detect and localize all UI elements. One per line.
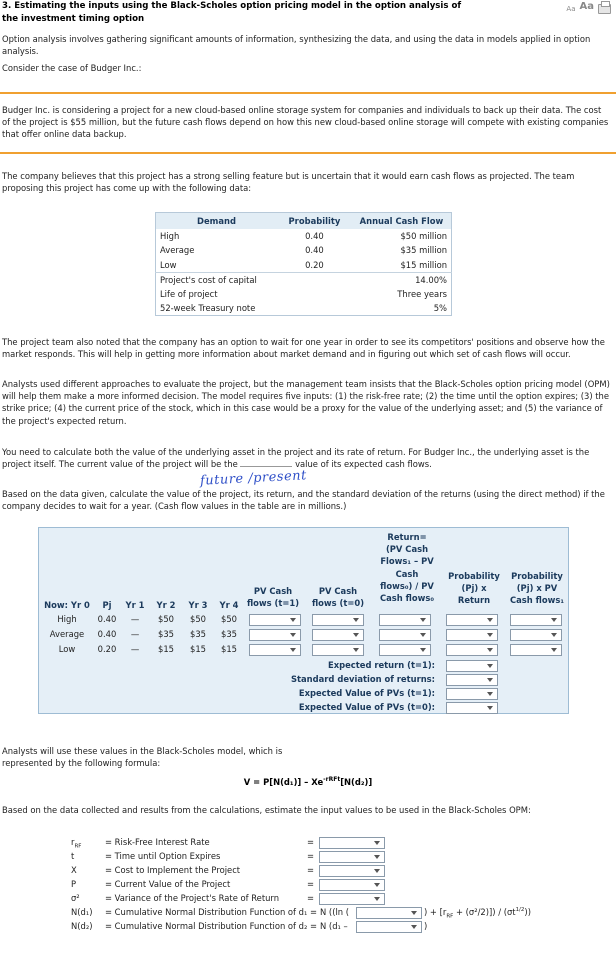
table-row [156, 243, 452, 257]
yr3-value: $50 [190, 614, 206, 624]
intro-paragraph: Option analysis involves gathering significant amounts of information, synthesizing the data, and using the data in models applied in option analysis. [2, 34, 591, 57]
yr2-value: $50 [158, 614, 174, 624]
header-line: (Pj) x PV [516, 583, 558, 594]
var-description: = Risk-Free Interest Rate [105, 837, 210, 847]
equals-sign: = [307, 851, 315, 861]
equals-sign: = [307, 837, 315, 847]
suffix-sub: RF [446, 913, 454, 920]
yr2-header: Yr 2 [156, 600, 176, 610]
x-dropdown[interactable] [319, 865, 385, 877]
estimate-paragraph: Based on the data collected and results from the calculations, estimate the input values to be used in the Black-Scholes OPM: [2, 805, 531, 815]
suffix-part: )) [524, 907, 531, 917]
suffix-sup: 1/2 [515, 907, 525, 914]
header-line: Probability [448, 571, 500, 581]
var-symbol: N(d₂) [71, 921, 93, 931]
col-probability: Probability [277, 213, 352, 230]
var-description: = Cumulative Normal Distribution Function of d₁ = [105, 907, 317, 917]
std-dev-label: Standard deviation of returns: [290, 674, 435, 684]
var-description: = Cumulative Normal Distribution Function of d₂ = [105, 921, 317, 931]
header-line: Cash flows₁ [509, 595, 564, 606]
equals-sign: = [307, 879, 315, 889]
yr3-value: $15 [190, 644, 206, 654]
yr1-value: — [130, 614, 140, 624]
symbol: r [71, 837, 75, 847]
ev-pv0-label: Expected Value of PVs (t=0): [298, 702, 435, 712]
prob-return-dropdown[interactable] [446, 644, 498, 656]
handwritten-note: future /present [199, 468, 308, 489]
case-intro: Consider the case of Budger Inc.: [2, 63, 142, 73]
bs-inputs [0, 836, 616, 936]
input-row-variance [0, 892, 616, 906]
symbol-sub: RF [74, 843, 82, 850]
pvcf0-header: PV Cash flows (t=0) [311, 586, 365, 609]
prob-pv-dropdown[interactable] [510, 629, 562, 641]
font-small-button[interactable]: Aa [566, 5, 576, 14]
pvcf0-dropdown[interactable] [312, 644, 364, 656]
pvcf1-header: PV Cash flows (t=1) [246, 586, 300, 609]
var-symbol: N(d₁) [71, 907, 93, 917]
life-of-project-value: Three years [397, 288, 447, 299]
value-type-blank[interactable] [240, 458, 292, 467]
data-paragraph: Based on the data given, calculate the value of the project, its return, and the standard deviation of the returns (using the direct method) if the company decides to wait for a year. (Cash flow values in the table are in millions.) [2, 489, 605, 512]
var-description: = Cost to Implement the Project [105, 865, 241, 875]
calculation-panel [38, 527, 569, 714]
pvcf0-dropdown[interactable] [312, 614, 364, 626]
cost-of-capital-label: Project's cost of capital [156, 272, 352, 287]
font-large-button[interactable]: Aa [579, 1, 594, 12]
nd2-prefix: N (d₁ – [320, 921, 348, 931]
print-icon[interactable] [598, 4, 611, 14]
return-dropdown[interactable] [379, 629, 431, 641]
treasury-note-label: 52-week Treasury note [160, 303, 256, 314]
cash-flow-value: $15 million [400, 259, 447, 270]
black-scholes-formula [0, 776, 616, 788]
yr4-value: $35 [221, 629, 237, 639]
yr4-value: $50 [221, 614, 237, 624]
belief-paragraph: The company believes that this project has a strong selling feature but is uncertain that it would earn cash flows as projected. The team proposing this project has come up with the following data: [2, 171, 575, 194]
table-row [156, 287, 452, 301]
header-line: Probability [511, 571, 563, 581]
nd1-dropdown[interactable] [356, 907, 422, 919]
prob-pv-dropdown[interactable] [510, 644, 562, 656]
demand-label: High [160, 231, 180, 242]
probability-value: 0.40 [305, 231, 324, 242]
nd1-prefix: N ((ln ( [320, 907, 350, 917]
pvcf1-dropdown[interactable] [249, 629, 301, 641]
prob-return-header [443, 570, 505, 607]
cash-flow-value: $50 million [400, 231, 447, 242]
formula-exponent: -rRFt [323, 776, 341, 784]
header-line: Return= [387, 532, 427, 542]
return-dropdown[interactable] [379, 614, 431, 626]
var-symbol: σ² [71, 893, 80, 903]
header-line: (Pj) x [461, 583, 487, 594]
header-line: Cash [395, 568, 419, 579]
yr2-value: $15 [158, 644, 174, 654]
col-demand: Demand [156, 213, 277, 230]
yr2-value: $35 [158, 629, 174, 639]
formula-part: V = P[N(d₁)] – Xe [243, 777, 324, 787]
case-text: Budger Inc. is considering a project for a new cloud-based online storage system for companies and individuals to back up their data. The cost of the project is $55 million, but the future cash flows depend on how this new cloud-based online storage will compete with existing companies that offer online data backup. [2, 105, 609, 140]
nd2-dropdown[interactable] [356, 921, 422, 933]
pvcf1-dropdown[interactable] [249, 644, 301, 656]
case-box [0, 92, 616, 154]
header-line: Flows₁ – PV [380, 556, 434, 567]
table-row [156, 301, 452, 316]
t-dropdown[interactable] [319, 851, 385, 863]
pj-header: Pj [102, 600, 112, 610]
equals-sign: = [307, 865, 315, 875]
header-line: Cash flows₀ [379, 592, 434, 603]
input-row-x [0, 864, 616, 878]
suffix-part: + (σ²/2)]) / (σt [453, 907, 516, 917]
wait-paragraph: The project team also noted that the company has an option to wait for one year in order to see its competitors' positions and observe how the market responds. This will help in getting more information about market demand and in figuring out which set of cash flows will occur. [2, 337, 605, 360]
pj-value: 0.20 [97, 644, 117, 654]
header-line: flows₀) / PV [380, 580, 434, 591]
calc-paragraph-text-end: value of its expected cash flows. [295, 459, 432, 470]
pj-value: 0.40 [97, 614, 117, 624]
return-header [375, 531, 439, 604]
yr1-value: — [130, 629, 140, 639]
pvcf1-dropdown[interactable] [249, 614, 301, 626]
equals-sign: = [307, 893, 315, 903]
probability-value: 0.20 [305, 259, 324, 270]
expected-return-dropdown[interactable] [446, 660, 498, 672]
input-row-rrf [0, 836, 616, 850]
ev-pv1-label: Expected Value of PVs (t=1): [298, 688, 435, 698]
yr3-value: $35 [190, 629, 206, 639]
header-line: (PV Cash [385, 544, 429, 555]
var-symbol: X [71, 865, 77, 875]
treasury-note-value: 5% [433, 303, 447, 314]
yr1-value: — [130, 644, 140, 654]
ev-pv1-dropdown[interactable] [446, 688, 498, 700]
calc-paragraph-text: You need to calculate both the value of the underlying asset in the project and its rate of return. For Budger Inc., the underlying asset is the project itself. The current value of the project will be the [2, 447, 590, 470]
analysts-paragraph: Analysts used different approaches to evaluate the project, but the management team insists that the Black-Scholes option pricing model (OPM) will help them make a more informed decision. The model requires five inputs: (1) the risk-free rate; (2) the time until the option expires; (3) the strike price; (4) the current price of the stock, which in this case would be a proxy for the value of the underlying asset; and (5) the variance of the project's expected return. [2, 379, 610, 426]
question-title: 3. Estimating the inputs using the Black-Scholes option pricing model in the option analysis of the investment timing option [2, 1, 462, 25]
std-dev-dropdown[interactable] [446, 674, 498, 686]
yr3-header: Yr 3 [188, 600, 208, 610]
formula-part: [N(d₂)] [340, 777, 373, 787]
row-label: Low [58, 644, 76, 654]
demand-label: Low [160, 259, 177, 270]
prob-return-dropdown[interactable] [446, 629, 498, 641]
prob-return-dropdown[interactable] [446, 614, 498, 626]
prob-pv-header [507, 570, 567, 607]
col-cash-flow: Annual Cash Flow [352, 213, 452, 230]
pvcf0-dropdown[interactable] [312, 629, 364, 641]
cost-of-capital-value: 14.00% [352, 272, 452, 287]
life-of-project-label: Life of project [160, 288, 218, 299]
input-row-p [0, 878, 616, 892]
bs-paragraph: Analysts will use these values in the Black-Scholes model, which is represented by the following formula: [2, 746, 283, 769]
input-row-nd1 [0, 906, 616, 920]
input-row-t [0, 850, 616, 864]
p-dropdown[interactable] [319, 879, 385, 891]
yr1-header: Yr 1 [125, 600, 145, 610]
var-description: = Current Value of the Project [105, 879, 231, 889]
var-description: = Variance of the Project's Rate of Return [105, 893, 280, 903]
yr4-header: Yr 4 [219, 600, 239, 610]
cash-flow-value: $35 million [400, 245, 447, 256]
var-symbol: P [71, 879, 77, 889]
demand-label: Average [160, 245, 195, 256]
ev-pv0-dropdown[interactable] [446, 702, 498, 714]
prob-pv-dropdown[interactable] [510, 614, 562, 626]
var-symbol: t [71, 851, 75, 861]
table-row [156, 229, 452, 243]
probability-value: 0.40 [305, 245, 324, 256]
table-row [156, 272, 452, 287]
suffix-part: ) + [r [424, 907, 447, 917]
table-row [156, 258, 452, 273]
project-data-table [155, 212, 452, 316]
pj-value: 0.40 [97, 629, 117, 639]
var-description: = Time until Option Expires [105, 851, 221, 861]
now-yr0-header: Now: Yr 0 [44, 600, 90, 610]
font-size-controls [566, 0, 611, 15]
expected-return-label: Expected return (t=1): [328, 660, 435, 670]
nd2-suffix: ) [424, 921, 428, 931]
return-dropdown[interactable] [379, 644, 431, 656]
input-row-nd2 [0, 920, 616, 934]
row-label: Average [49, 629, 85, 639]
calc-paragraph [2, 446, 612, 470]
row-label: High [57, 614, 77, 624]
yr4-value: $15 [221, 644, 237, 654]
rrf-dropdown[interactable] [319, 837, 385, 849]
header-line: Return [457, 595, 491, 606]
variance-dropdown[interactable] [319, 893, 385, 905]
